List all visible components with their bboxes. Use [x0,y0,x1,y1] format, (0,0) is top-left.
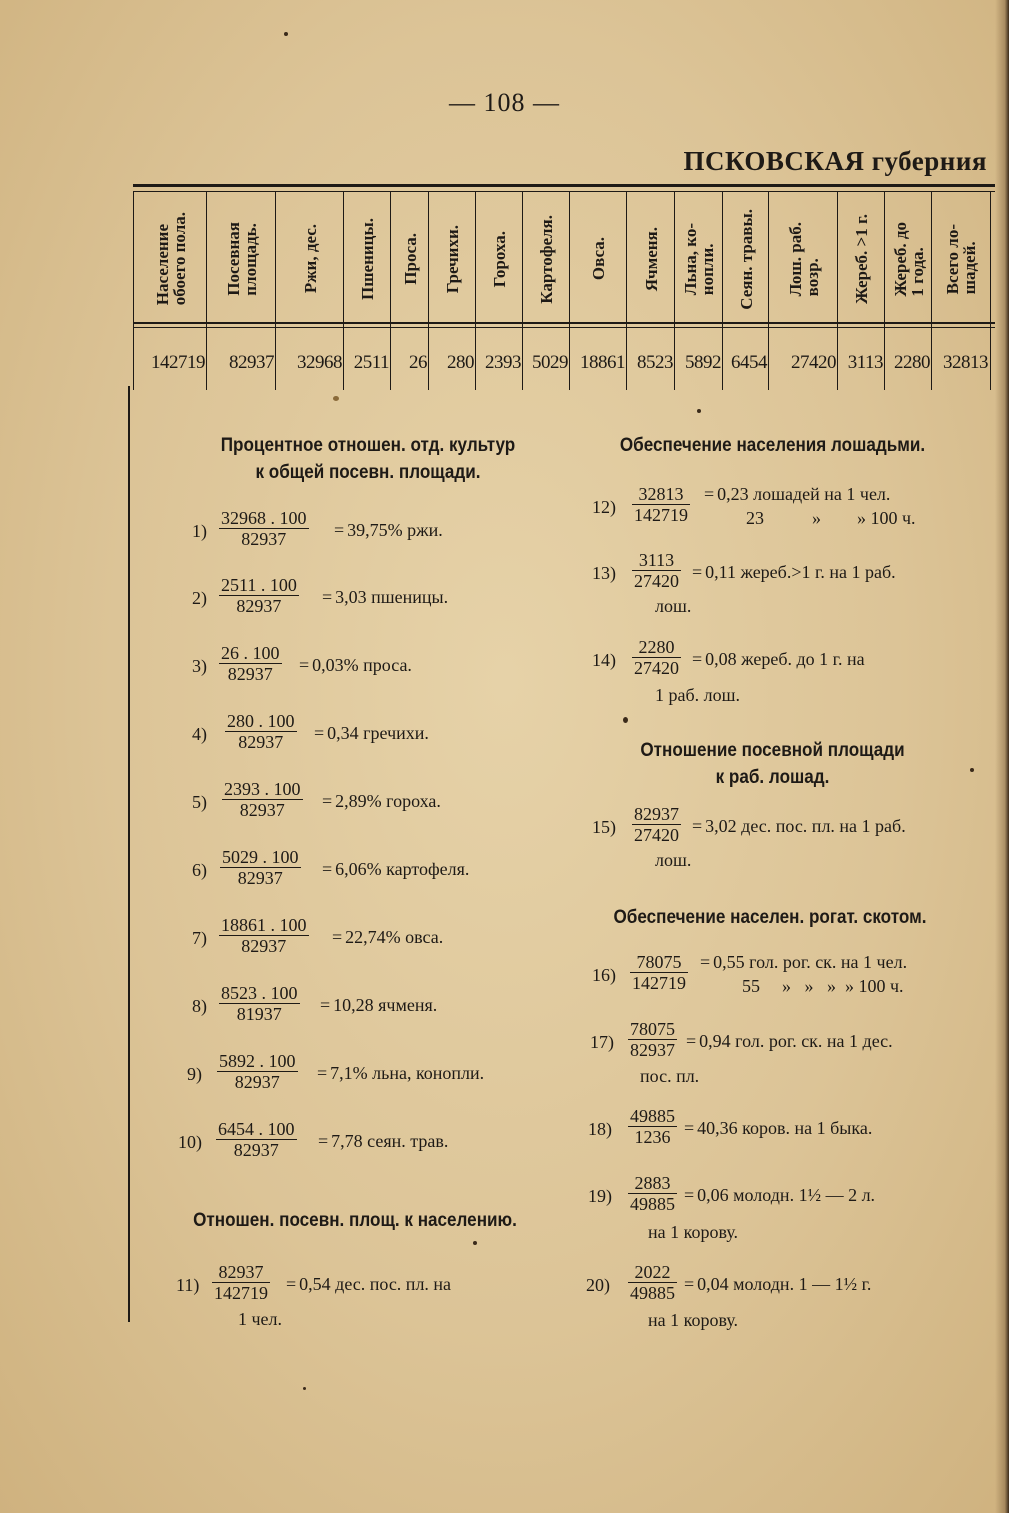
numerator: 5029 . 100 [222,847,299,867]
formula-result: = 7,1% льна, конопли. [317,1063,485,1083]
fraction [219,915,309,956]
fraction [628,1173,677,1214]
table-column-work-horses [768,192,838,390]
formula-14-continuation: 1 раб. лош. [655,685,740,705]
column-value: 32813 [943,352,988,373]
fraction [632,804,681,845]
formula-result: = 0,04 молодн. 1 — 1½ г. [684,1274,872,1294]
result-text: 0,54 дес. пос. пл. на [299,1274,452,1294]
denominator: 27420 [634,658,679,678]
formula-result-line2-text: » » 100 ч. [812,508,916,528]
fraction [628,1019,677,1060]
formula-number: 20) [586,1275,610,1295]
column-header: Пшеницы. [358,217,377,301]
result-text: 0,55 гол. рог. ск. на 1 чел. [713,952,908,972]
column-header: Жереб. >1 г. [852,214,871,304]
paper-speck [473,1241,477,1245]
formula-number: 2) [192,588,207,608]
fraction [216,1119,297,1160]
table-column-potato [522,192,570,390]
fraction [220,847,301,888]
column-header: Лош. раб. возр. [785,221,822,297]
numerator: 8523 . 100 [221,983,298,1003]
result-text: 0,23 лошадей на 1 чел. [717,484,891,504]
denominator: 81937 [219,1003,300,1024]
result-text: 3,02 дес. пос. пл. на 1 раб. [705,816,906,836]
formula-result: = 0,34 гречихи. [314,723,429,743]
column-value: 6454 [731,352,767,373]
section-title-horses: Обеспечение населения лошадьми. [619,435,926,456]
result-text: 40,36 коров. на 1 быка. [697,1118,873,1138]
section-title-area-per-population: Отношен. посевн. площ. к населению. [193,1210,517,1231]
result-text: 0,03% проса. [312,655,412,675]
numerator: 2393 . 100 [224,779,301,799]
formula-16 [592,952,972,1000]
formula-number: 17) [590,1032,614,1052]
numerator: 2280 [638,637,675,657]
denominator: 82937 [217,1071,298,1092]
formula-number: 9) [187,1064,202,1084]
formula-5 [192,779,562,827]
column-value: 27420 [791,352,836,373]
column-header: Сеян. травы. [736,208,756,310]
denominator: 27420 [634,825,679,845]
denominator: 1236 [628,1126,677,1147]
fraction [632,637,681,678]
denominator: 82937 [219,935,309,956]
column-header: Всего ло- шадей. [943,223,979,295]
formula-7 [192,915,562,963]
table-column-oats [569,192,627,390]
numerator: 280 . 100 [227,711,295,731]
table-column-total-horses [931,192,991,390]
column-header: Жереб. до 1 года. [890,221,927,297]
formula-result-line2-value: 55 [742,976,760,996]
denominator: 49885 [630,1194,675,1214]
formula-15 [592,804,972,852]
formula-number: 11) [176,1275,200,1295]
column-value: 5892 [685,352,721,373]
table-column-sown-grass [722,192,769,390]
formula-result: = 22,74% овса. [332,927,444,947]
formula-13 [592,550,972,598]
formula-8 [192,983,562,1031]
denominator: 82937 [219,595,299,616]
formula-10 [178,1119,562,1167]
result-text: 0,08 жереб. до 1 г. на [705,649,865,669]
column-value: 8523 [637,352,673,373]
column-value: 32968 [297,352,342,373]
column-value: 2280 [894,352,930,373]
fraction [219,983,300,1024]
section-title-area-per-horse: Отношение посевной площади к раб. лошад. [640,740,905,788]
denominator: 82937 [225,731,297,752]
fraction [219,643,282,684]
table-column-peas [475,192,523,390]
column-value: 3113 [847,352,883,373]
denominator: 27420 [634,571,679,591]
numerator: 32813 [638,484,684,504]
table-column-flax-hemp [674,192,723,390]
formula-result: = 3,03 пшеницы. [322,587,449,607]
formula-6 [192,847,562,895]
paper-speck [284,32,288,36]
formula-20-continuation: на 1 корову. [648,1310,739,1330]
denominator: 49885 [630,1283,675,1303]
result-text: 7,78 сеян. трав. [331,1131,449,1151]
formula-number: 12) [592,497,616,517]
formula-number: 16) [592,965,616,985]
column-value: 82937 [229,352,274,373]
result-text: 0,04 молодн. 1 — 1½ г. [697,1274,872,1294]
numerator: 49885 [630,1106,675,1126]
formula-number: 19) [588,1186,612,1206]
column-value: 18861 [580,352,625,373]
paper-speck [333,396,339,401]
formula-14 [592,637,972,685]
formula-15-continuation: лош. [655,850,692,870]
formula-19-continuation: на 1 корову. [648,1222,739,1242]
formula-result: = 3,02 дес. пос. пл. на 1 раб. [692,816,906,836]
result-text: 2,89% гороха. [335,791,441,811]
paper-speck [303,1387,306,1390]
formula-number: 3) [192,656,207,676]
formula-number: 14) [592,650,616,670]
result-text: 0,06 молодн. 1½ — 2 л. [697,1185,876,1205]
numerator: 82937 [634,804,679,824]
denominator: 82937 [219,528,309,549]
statistics-table [133,184,995,390]
table-column-wheat [343,192,391,390]
fraction [212,1262,270,1303]
denominator: 82937 [219,663,282,684]
formula-9 [187,1051,562,1099]
province-title: ПСКОВСКАЯ губерния [683,146,987,176]
table-column-rye [275,192,344,390]
section-title-crops: Процентное отношен. отд. культур к общей посевн. площади. [220,435,516,483]
denominator: 82937 [630,1040,675,1060]
column-value: 26 [409,352,427,373]
paper-speck [623,717,628,723]
formula-result: = 0,11 жереб.>1 г. на 1 раб. [692,562,896,582]
column-header: Население обоего пола. [152,212,189,306]
paper-speck [970,768,974,772]
formula-20 [586,1262,966,1310]
result-text: 0,94 гол. рог. ск. на 1 дес. [699,1031,893,1051]
denominator: 82937 [220,867,301,888]
numerator: 6454 . 100 [218,1119,295,1139]
table-column-population [133,192,207,390]
denominator: 142719 [632,973,686,993]
formula-3 [192,643,562,691]
result-text: 0,11 жереб.>1 г. на 1 раб. [705,562,896,582]
result-text: 22,74% овса. [345,927,444,947]
numerator: 26 . 100 [221,643,280,663]
formula-number: 13) [592,563,616,583]
formula-17 [590,1019,970,1067]
formula-result-line2-text: » » » » 100 ч. [782,976,904,996]
formula-result: = 0,03% проса. [299,655,412,675]
column-header: Гороха. [490,230,509,288]
denominator: 82937 [216,1139,297,1160]
column-value: 2393 [485,352,521,373]
formula-number: 18) [588,1119,612,1139]
numerator: 18861 . 100 [221,915,307,935]
column-header: Овса. [589,237,608,281]
formula-19 [588,1173,968,1221]
formula-number: 7) [192,928,207,948]
result-text: 6,06% картофеля. [335,859,470,879]
result-text: 3,03 пшеницы. [335,587,449,607]
table-column-foals-under-1y [884,192,932,390]
formula-13-continuation: лош. [655,596,692,616]
table-column-barley [626,192,675,390]
formula-number: 6) [192,860,207,880]
formula-result: = 7,78 сеян. трав. [318,1131,449,1151]
denominator: 142719 [634,505,688,525]
formula-1 [192,508,562,556]
table-column-millet [390,192,429,390]
formula-result: = 0,94 гол. рог. ск. на 1 дес. [686,1031,893,1051]
column-header: Проса. [400,233,420,285]
fraction [219,575,299,616]
formula-result: = 0,08 жереб. до 1 г. на [692,649,865,669]
numerator: 3113 [638,550,675,570]
column-header: Картофеля. [537,214,556,304]
column-header: Гречихи. [443,224,462,294]
formula-result: = 0,54 дес. пос. пл. на [286,1274,452,1294]
table-column-foals-over-1y [837,192,885,390]
fraction [628,1262,677,1303]
formula-number: 10) [178,1132,202,1152]
numerator: 82937 [218,1262,264,1282]
numerator: 2883 [634,1173,671,1193]
result-text: 39,75% ржи. [347,520,443,540]
formula-18 [588,1106,968,1154]
table-column-sown-area [206,192,276,390]
result-text: 0,34 гречихи. [327,723,429,743]
denominator: 82937 [222,799,303,820]
column-header: Льна, ко- нопли. [681,222,717,296]
fraction [217,1051,298,1092]
fraction [225,711,297,752]
numerator: 2022 [634,1262,671,1282]
formula-result: = 40,36 коров. на 1 быка. [684,1118,873,1138]
fraction [632,484,690,525]
fraction [219,508,309,549]
fraction [632,550,681,591]
result-text: 10,28 ячменя. [333,995,438,1015]
numerator: 5892 . 100 [219,1051,296,1071]
column-value: 280 [447,352,474,373]
column-value: 5029 [532,352,568,373]
left-margin-rule [128,386,130,1322]
column-header: Ржи, дес. [300,224,320,294]
denominator: 142719 [214,1283,268,1303]
formula-result: = 0,06 молодн. 1½ — 2 л. [684,1185,876,1205]
formula-number: 1) [192,521,207,541]
page-edge-shadow [995,0,1009,1513]
formula-17-continuation: пос. пл. [640,1066,700,1086]
numerator: 78075 [636,952,682,972]
formula-result: = 6,06% картофеля. [322,859,470,879]
page-number: — 108 — [449,88,560,117]
formula-11 [176,1262,566,1310]
column-header: Ячменя. [641,226,661,292]
formula-4 [192,711,562,759]
numerator: 2511 . 100 [221,575,297,595]
formula-number: 15) [592,817,616,837]
formula-number: 4) [192,724,207,744]
formula-2 [192,575,562,623]
table-top-rule [133,184,995,187]
table-column-buckwheat [428,192,476,390]
column-value: 142719 [151,352,205,373]
fraction [628,1106,677,1147]
formula-result-line2-value: 23 [746,508,764,528]
paper-speck [697,409,701,413]
result-text: 7,1% льна, конопли. [330,1063,485,1083]
fraction [630,952,688,993]
column-value: 2511 [353,352,389,373]
column-header: Посевная площадь. [223,222,260,296]
section-title-cattle: Обеспечение населен. рогат. скотом. [613,907,927,928]
formula-11-continuation: 1 чел. [238,1309,283,1329]
numerator: 32968 . 100 [221,508,307,528]
fraction [222,779,303,820]
formula-result: = 2,89% гороха. [322,791,441,811]
formula-result: = 0,55 гол. рог. ск. на 1 чел. [700,952,908,972]
numerator: 78075 [630,1019,675,1039]
formula-number: 8) [192,996,207,1016]
formula-number: 5) [192,792,207,812]
formula-result: = 0,23 лошадей на 1 чел. [704,484,891,504]
formula-12 [592,484,972,532]
formula-result: = 39,75% ржи. [334,520,443,540]
formula-result: = 10,28 ячменя. [320,995,438,1015]
